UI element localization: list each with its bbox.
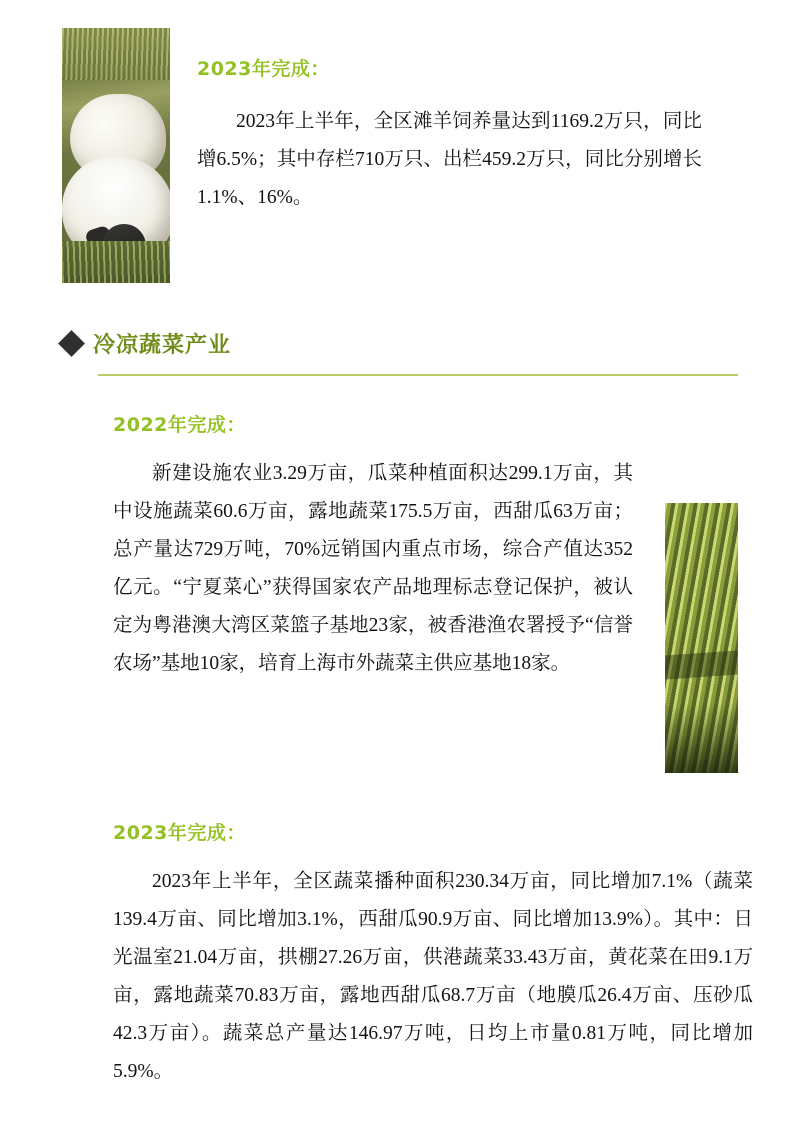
field-shadow-band bbox=[665, 650, 738, 679]
heading-veg-2022: 2022年完成： bbox=[113, 414, 246, 436]
field-bottom-shadow bbox=[665, 703, 738, 773]
section-title-vegetable bbox=[62, 328, 231, 359]
section-divider bbox=[98, 374, 738, 376]
sheep-photo bbox=[62, 28, 170, 283]
diamond-bullet-icon bbox=[58, 330, 85, 357]
paragraph-veg-2023: 2023年上半年，全区蔬菜播种面积230.34万亩，同比增加7.1%（蔬菜139.4万亩、同比增加3.1%，西甜瓜90.9万亩、同比增加13.9%）。其中：日光温室21.04万亩，拱棚27.26万亩，供港蔬菜33.43万亩，黄花菜在田9.1万亩，露地蔬菜70.83万亩，露地西甜瓜68.7万亩（地膜瓜26.4万亩、压砂瓜42.3万亩）。蔬菜总产量达146.97万吨，日均上市量0.81万吨，同比增加5.9%。 bbox=[113, 871, 753, 1082]
grass-top-detail bbox=[62, 28, 170, 80]
heading-sheep-2023: 2023年完成： bbox=[197, 58, 330, 80]
paragraph-veg-2022: 新建设施农业3.29万亩，瓜菜种植面积达299.1万亩，其中设施蔬菜60.6万亩，露地蔬菜175.5万亩，西甜瓜63万亩；总产量达729万吨，70%远销国内重点市场，综合产值达352亿元。“宁夏菜心”获得国家农产品地理标志登记保护，被认定为粤港澳大湾区菜篮子基地23家，被香港渔农署授予“信誉农场”基地10家，培育上海市外蔬菜主供应基地18家。 bbox=[113, 463, 633, 674]
section-title-label: 冷凉蔬菜产业 bbox=[93, 333, 232, 358]
heading-veg-2023: 2023年完成： bbox=[113, 822, 246, 844]
paragraph-sheep-2023: 2023年上半年，全区滩羊饲养量达到1169.2万只，同比增6.5%；其中存栏710万只、出栏459.2万只，同比分别增长1.1%、16%。 bbox=[197, 111, 702, 208]
vegetable-field-photo bbox=[665, 503, 738, 773]
grass-bottom-detail bbox=[62, 241, 170, 283]
